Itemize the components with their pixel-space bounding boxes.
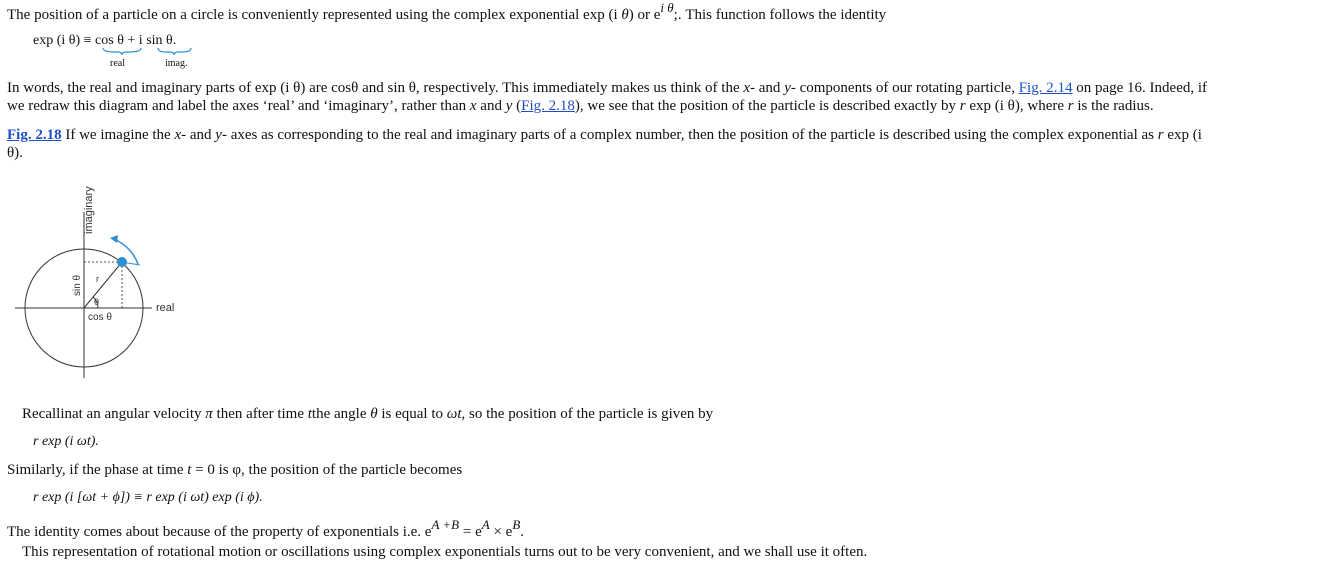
equation-2: r exp (i [ωt + ϕ]) ≡ r exp (i ωt) exp (i ϕ). [33, 490, 263, 505]
exponent: A [481, 517, 490, 532]
equation-1: r exp (i ωt). [33, 434, 99, 449]
imaginary-axis-label: imaginary [83, 186, 95, 234]
x-var: x [469, 98, 477, 114]
identity-note [7, 517, 525, 541]
text: If we imagine the [61, 127, 175, 143]
text: the angle [311, 406, 371, 422]
pi-symbol: π [205, 406, 213, 422]
text: × e [489, 524, 513, 540]
r-label: r [96, 274, 99, 284]
text: we redraw this diagram and label the axes ‘real’ and ‘imaginary’, rather than [7, 98, 470, 114]
y-var: y [505, 98, 513, 114]
text: - axes as corresponding to the real and imaginary parts of a complex number, then the position of the particle is described using the complex exponential as [221, 127, 1158, 143]
text: - and [750, 80, 785, 96]
theta-symbol: θ [370, 406, 378, 422]
sin-label: sin θ [72, 274, 83, 296]
text: ( [512, 98, 522, 114]
figure-caption [7, 126, 1202, 144]
particle [117, 257, 127, 267]
text: then after time [212, 406, 308, 422]
text: is equal to [377, 406, 447, 422]
similarly-paragraph [7, 461, 462, 479]
text: - and [181, 127, 216, 143]
paragraph-line [7, 97, 1154, 115]
exponent: A +B [431, 517, 460, 532]
text: = e [459, 524, 482, 540]
x-var: x [743, 80, 751, 96]
text: exp (i [1163, 127, 1202, 143]
intro-text: ;. This function follows the identity [673, 7, 887, 23]
fig-2-14-link[interactable]: Fig. 2.14 [1018, 80, 1073, 96]
text: In words, the real and imaginary parts of exp (i θ) are cosθ and sin θ, respectively. This immediately makes us think of the [7, 80, 744, 96]
theta-label: θ [94, 297, 100, 307]
r-var: r [1157, 127, 1164, 143]
text: ), we see that the position of the particle is described exactly by [574, 98, 960, 114]
intro-paragraph [7, 0, 887, 24]
text: , so the position of the particle is given by [461, 406, 714, 422]
omega-t: ωt [446, 406, 462, 422]
exponent: B [512, 517, 521, 532]
equation-plus: + i [123, 33, 147, 48]
equation-sin-term: sin θ. [146, 33, 177, 48]
exponent: i θ [660, 0, 674, 15]
real-axis-label: real [156, 302, 175, 314]
caption-line-2: θ). [7, 145, 23, 161]
text: is the radius. [1073, 98, 1154, 114]
cos-label: cos θ [88, 312, 112, 323]
caption-fig-link[interactable]: Fig. 2.18 [7, 127, 62, 143]
text: = 0 is φ, the position of the particle becomes [191, 462, 463, 478]
equation-lhs: exp (i θ) ≡ [33, 33, 96, 48]
y-var: y [784, 80, 791, 96]
t-var: t [307, 406, 312, 422]
t-var: t [187, 462, 192, 478]
closing-paragraph: This representation of rotational motion or oscillations using complex exponentials turns out to be very convenient, and we shall use it often. [22, 544, 868, 560]
paragraph-line [7, 79, 1207, 97]
text: The identity comes about because of the property of exponentials i.e. e [7, 524, 432, 540]
theta-symbol: θ [621, 7, 629, 23]
fig-2-18-link[interactable]: Fig. 2.18 [521, 98, 575, 114]
text: exp (i θ), where [965, 98, 1068, 114]
arrowhead-icon [110, 235, 118, 243]
radius-line [84, 262, 122, 308]
text: Similarly, if the phase at time [7, 462, 188, 478]
text: . [520, 524, 525, 540]
intro-text: ) or e [628, 7, 661, 23]
complex-plane-figure [10, 172, 200, 387]
y-var: y [215, 127, 222, 143]
text: - components of our rotating particle, [790, 80, 1019, 96]
real-underbrace [103, 48, 141, 55]
imag-underbrace [158, 48, 191, 55]
recall-paragraph [22, 405, 713, 423]
intro-text: The position of a particle on a circle is conveniently represented using the complex exponential exp (i [7, 7, 622, 23]
r-var: r [1067, 98, 1074, 114]
r-var: r [959, 98, 966, 114]
text: on page 16. Indeed, if [1072, 80, 1208, 96]
text: Recallinat an angular velocity [22, 406, 206, 422]
real-label: real [110, 58, 125, 69]
x-var: x [174, 127, 182, 143]
text: and [476, 98, 506, 114]
imag-label: imag. [165, 58, 188, 69]
equation-cos-term: cos θ [95, 33, 124, 48]
